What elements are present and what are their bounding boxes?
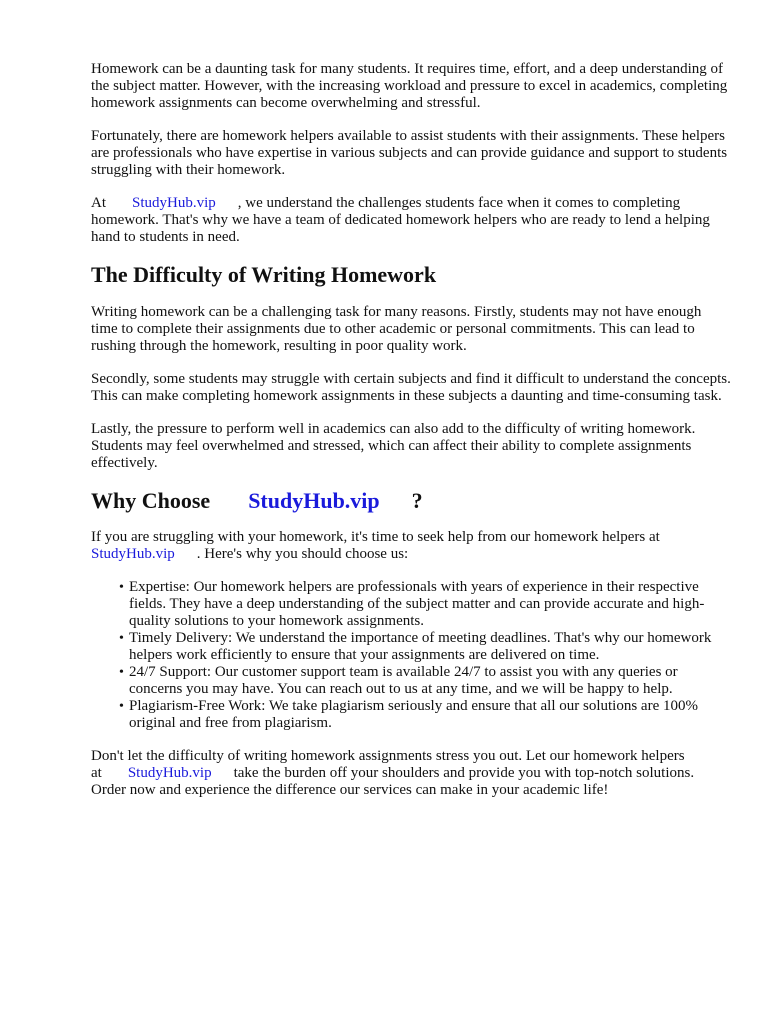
bullet-icon: • bbox=[119, 580, 124, 595]
list-item bbox=[119, 579, 731, 630]
bullet-icon: • bbox=[119, 631, 124, 646]
why-intro-text-end: . Here's why you should choose us: bbox=[196, 546, 409, 562]
why-choose-heading bbox=[91, 488, 731, 514]
list-item bbox=[119, 630, 731, 664]
why-choose-heading-text: Why Choose bbox=[91, 488, 211, 513]
intro-paragraph-1: Homework can be a daunting task for many students. It requires time, effort, and a deep understanding of the subject matter. However, with the increasing workload and pressure to excel in academics, completing homework assignments can become overwhelming and stressful. bbox=[91, 61, 728, 111]
bullet-icon: • bbox=[119, 699, 124, 714]
closing-studyhub-link[interactable]: StudyHub.vip bbox=[127, 765, 212, 781]
why-intro-text: If you are struggling with your homework, it's time to seek help from our homework helpers at bbox=[91, 529, 660, 545]
list-item bbox=[119, 664, 731, 698]
closing-text-end: take the burden off your shoulders and provide you with top-notch solutions. Order now and experience the difference our services can make in your academic life! bbox=[91, 765, 695, 798]
intro-paragraph-2: Fortunately, there are homework helpers available to assist students with their assignments. These helpers are professionals who have expertise in various subjects and can provide guidance and support to students struggling with their homework. bbox=[91, 128, 728, 178]
document-body bbox=[91, 61, 731, 815]
difficulty-heading: The Difficulty of Writing Homework bbox=[91, 262, 437, 287]
closing-text-start: Don't let the difficulty of writing homework assignments stress you out. Let our homework helpers at bbox=[91, 748, 685, 781]
difficulty-paragraph-2: Secondly, some students may struggle with certain subjects and find it difficult to understand the concepts. This can make completing homework assignments in these subjects a daunting and time-consuming task. bbox=[91, 371, 731, 404]
list-item-text: Expertise: Our homework helpers are professionals with years of experience in their respective fields. They have a deep understanding of the subject matter and can provide accurate and high-quality solutions to your homework assignments. bbox=[129, 579, 705, 629]
intro-paragraph-3 bbox=[91, 195, 731, 246]
list-item bbox=[119, 698, 731, 732]
list-item-text: 24/7 Support: Our customer support team is available 24/7 to assist you with any queries or concerns you may have. You can reach out to us at any time, and we will be happy to help. bbox=[129, 664, 678, 697]
why-intro-studyhub-link[interactable]: StudyHub.vip bbox=[91, 546, 175, 562]
list-item-text: Plagiarism-Free Work: We take plagiarism seriously and ensure that all our solutions are 100% original and free from plagiarism. bbox=[129, 698, 698, 731]
difficulty-paragraph-1: Writing homework can be a challenging task for many reasons. Firstly, students may not have enough time to complete their assignments due to other academic or personal commitments. This can lead to rushing through the homework, resulting in poor quality work. bbox=[91, 304, 702, 354]
bullet-icon: • bbox=[119, 665, 124, 680]
intro-paragraph-3-start: At bbox=[91, 195, 106, 211]
closing-paragraph bbox=[91, 748, 731, 799]
why-choose-heading-question-mark: ? bbox=[411, 488, 423, 513]
features-list bbox=[91, 579, 731, 732]
studyhub-link[interactable]: StudyHub.vip bbox=[132, 195, 216, 211]
difficulty-paragraph-3: Lastly, the pressure to perform well in academics can also add to the difficulty of writing homework. Students may feel overwhelmed and stressed, which can affect their ability to complete assignments effectively. bbox=[91, 421, 696, 471]
heading-studyhub-link[interactable]: StudyHub.vip bbox=[248, 488, 380, 513]
list-item-text: Timely Delivery: We understand the importance of meeting deadlines. That's why our homework helpers work efficiently to ensure that your assignments are delivered on time. bbox=[129, 630, 712, 663]
intro-paragraph-3-rest: , we understand the challenges students face when it comes to completing homework. That's why we have a team of dedicated homework helpers who are ready to lend a helping hand to students in need. bbox=[91, 195, 710, 245]
why-intro-paragraph bbox=[91, 529, 731, 563]
